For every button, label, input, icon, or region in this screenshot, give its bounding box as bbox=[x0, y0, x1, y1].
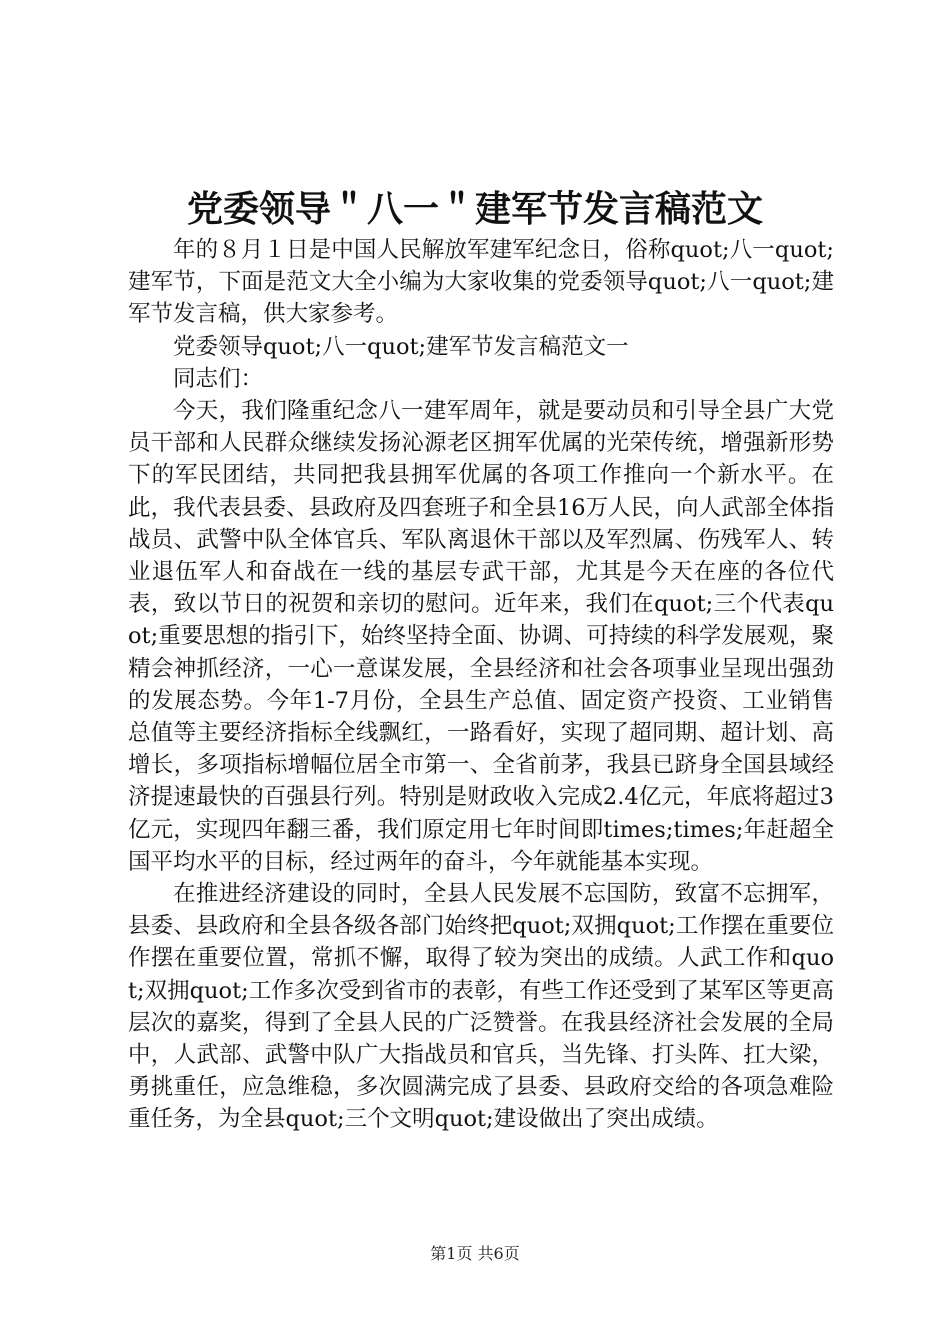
section-heading: 党委领导quot;八一quot;建军节发言稿范文一 bbox=[173, 333, 629, 360]
body-paragraph: 在推进经济建设的同时，全县人民发展不忘国防，致富不忘拥军，县委、县政府和全县各级各部门始终把quot;双拥quot;工作摆在重要位作摆在重要位置，常抓不懈，取得了较为突出的成绩。人武工作和quot;双拥quot;工作多次受到省市的表彰，有些工作还受到了某军区等更高层次的嘉奖，得到了全县人民的广泛赞誉。在我县经济社会发展的全局中，人武部、武警中队广大指战员和官兵，当先锋、打头阵、扛大梁，勇挑重任，应急维稳，多次圆满完成了县委、县政府交给的各项急难险重任务，为全县quot;三个文明quot;建设做出了突出成绩。 bbox=[128, 881, 834, 1133]
page-footer: 第1页 共6页 bbox=[430, 1244, 520, 1263]
document-body bbox=[128, 234, 834, 1136]
document-title: 党委领导＂八一＂建军节发言稿范文 bbox=[186, 188, 763, 230]
intro-paragraph: 年的８月１日是中国人民解放军建军纪念日，俗称quot;八一quot;建军节，下面是范文大全小编为大家收集的党委领导quot;八一quot;建军节发言稿，供大家参考。 bbox=[128, 237, 834, 328]
salutation: 同志们： bbox=[173, 365, 264, 392]
body-paragraph: 今天，我们隆重纪念八一建军周年，就是要动员和引导全县广大党员干部和人民群众继续发扬沁源老区拥军优属的光荣传统，增强新形势下的军民团结，共同把我县拥军优属的各项工作推向一个新水平。在此，我代表县委、县政府及四套班子和全县16万人民，向人武部全体指战员、武警中队全体官兵、军队离退休干部以及军烈属、伤残军人、转业退伍军人和奋战在一线的基层专武干部，尤其是今天在座的各位代表，致以节日的祝贺和亲切的慰问。近年来，我们在quot;三个代表quot;重要思想的指引下，始终坚持全面、协调、可持续的科学发展观，聚精会神抓经济，一心一意谋发展，全县经济和社会各项事业呈现出强劲的发展态势。今年1-7月份，全县生产总值、固定资产投资、工业销售总值等主要经济指标全线飘红，一路看好，实现了超同期、超计划、高增长，多项指标增幅位居全市第一、全省前茅，我县已跻身全国县域经济提速最快的百强县行列。特别是财政收入完成2.4亿元，年底将超过3亿元，实现四年翻三番，我们原定用七年时间即times;times;年赶超全国平均水平的目标，经过两年的奋斗，今年就能基本实现。 bbox=[128, 398, 834, 875]
